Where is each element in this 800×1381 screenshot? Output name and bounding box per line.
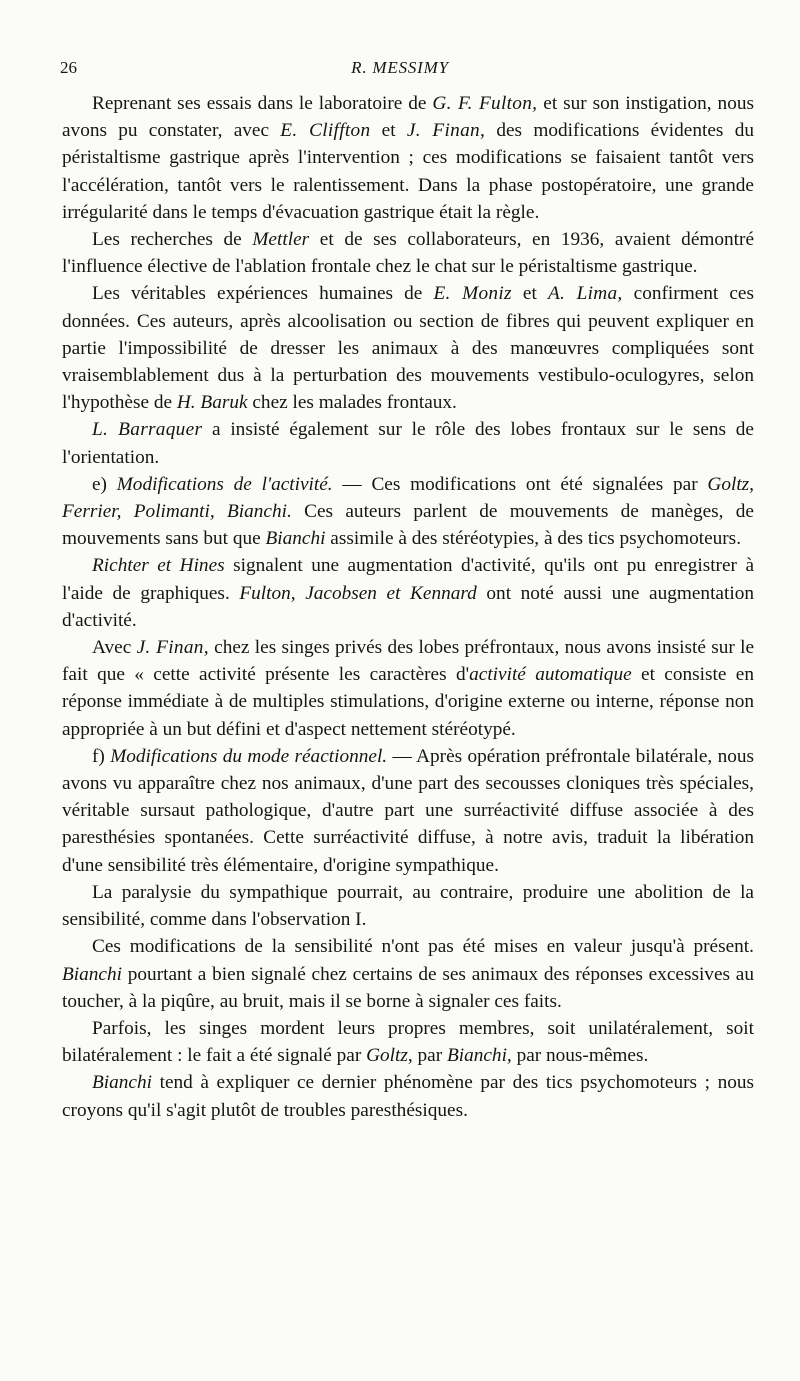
paragraph: Les recherches de Mettler et de ses collaborateurs, en 1936, avaient démontré l'influence élective de l'ablation frontale chez le chat sur le péristaltisme gastrique. — [62, 229, 754, 278]
section-paragraph: e) Modifications de l'activité. — Ces modifications ont été signalées par Goltz, Ferrier, Polimanti, Bianchi. Ces auteurs parlent de mouvements de manèges, de mouvements sans but que Bianchi assimile à des stéréotypies, à des tics psychomoteurs. — [62, 473, 754, 550]
paragraph: Avec J. Finan, chez les singes privés des lobes préfrontaux, nous avons insisté sur le fait que « cette activité présente les caractères d'activité automatique et consiste en réponse immédiate à de multiples stimulations, d'origine externe ou interne, réponse non appropriée à un but défini et d'aspect nettement stéréotypé. — [62, 637, 755, 740]
body-text — [62, 90, 754, 1124]
section-heading: Modifications de l'activité. — [116, 473, 333, 495]
section-heading: Modifications du mode réactionnel. — [110, 745, 388, 767]
paragraph: La paralysie du sympathique pourrait, au contraire, produire une abolition de la sensibilité, comme dans l'observation I. — [62, 881, 754, 931]
author-name: Richter et Hines — [92, 555, 225, 577]
author-name: H. Baruk — [176, 392, 248, 414]
section-paragraph: f) Modifications du mode réactionnel. — Après opération préfrontale bilatérale, nous avons vu apparaître chez nos animaux, d'une part des secousses cloniques très spéciales, véritable sursaut pathologique, d'autre part une surréactivité diffuse associée à des paresthésies spontanées. Cette surréactivité diffuse, à notre avis, traduit la libération d'une sensibilité très élémentaire, d'origine sympathique. — [62, 745, 754, 876]
author-name: G. F. Fulton, — [432, 93, 538, 114]
page-header — [60, 58, 740, 84]
author-name: Bianchi, — [446, 1045, 512, 1067]
author-name: Bianchi — [265, 528, 326, 550]
paragraph: Richter et Hines signalent une augmentation d'activité, qu'ils ont pu enregistrer à l'aide de graphiques. Fulton, Jacobsen et Kennard ont noté aussi une augmentation d'activité. — [62, 555, 755, 631]
emphasis: activité automatique — [469, 664, 632, 686]
page-number: 26 — [60, 58, 77, 77]
paragraph: Ces modifications de la sensibilité n'ont pas été mises en valeur jusqu'à présent. Bianchi pourtant a bien signalé chez certains de ses animaux des réponses excessives au toucher, à la piqûre, au bruit, mais il se borne à signaler ces faits. — [62, 936, 754, 1012]
running-head: R. MESSIMY — [351, 58, 449, 77]
paragraph: Parfois, les singes mordent leurs propres membres, soit unilatéralement, soit bilatéralement : le fait a été signalé par Goltz, par Bianchi, par nous-mêmes. — [62, 1017, 754, 1067]
author-name: Bianchi — [62, 963, 122, 985]
author-name: J. Finan, — [136, 637, 209, 659]
paragraph: Bianchi tend à expliquer ce dernier phénomène par des tics psychomoteurs ; nous croyons qu'il s'agit plutôt de troubles paresthésiques. — [62, 1072, 754, 1121]
author-name: J. Finan, — [406, 120, 486, 142]
paragraph: L. Barraquer a insisté également sur le rôle des lobes frontaux sur le sens de l'orientation. — [62, 419, 754, 468]
author-name: E. Cliffton — [280, 120, 371, 142]
paragraph: Les véritables expériences humaines de E. Moniz et A. Lima, confirment ces données. Ces auteurs, après alcoolisation ou section de fibres qui peuvent expliquer en partie l'impossibilité de dresser les animaux à des manœuvres compliquées sont vraisemblablement dus à la perturbation des mouvements vestibulo-oculogyres, selon l'hypothèse de H. Baruk chez les malades frontaux. — [62, 283, 754, 414]
author-name: Bianchi — [92, 1072, 152, 1094]
author-name: A. Lima, — [547, 283, 623, 305]
author-name: L. Barraquer — [92, 419, 203, 441]
author-name: Mettler — [252, 229, 310, 251]
paragraph: Reprenant ses essais dans le laboratoire de G. F. Fulton, et sur son instigation, nous avons pu constater, avec E. Cliffton et J. Finan, des modifications évidentes du péristaltisme gastrique après l'intervention ; ces modifications se faisaient tantôt vers l'accélération, tantôt vers le ralentissement. Dans la phase postopératoire, une grande irrégularité dans le temps d'évacuation gastrique était la règle. — [62, 93, 754, 223]
author-name: Goltz, — [366, 1045, 413, 1067]
author-name: E. Moniz — [433, 283, 512, 305]
author-name: Fulton, Jacobsen et Kennard — [239, 582, 477, 604]
author-name: Goltz, Ferrier, Polimanti, Bianchi. — [62, 473, 754, 523]
